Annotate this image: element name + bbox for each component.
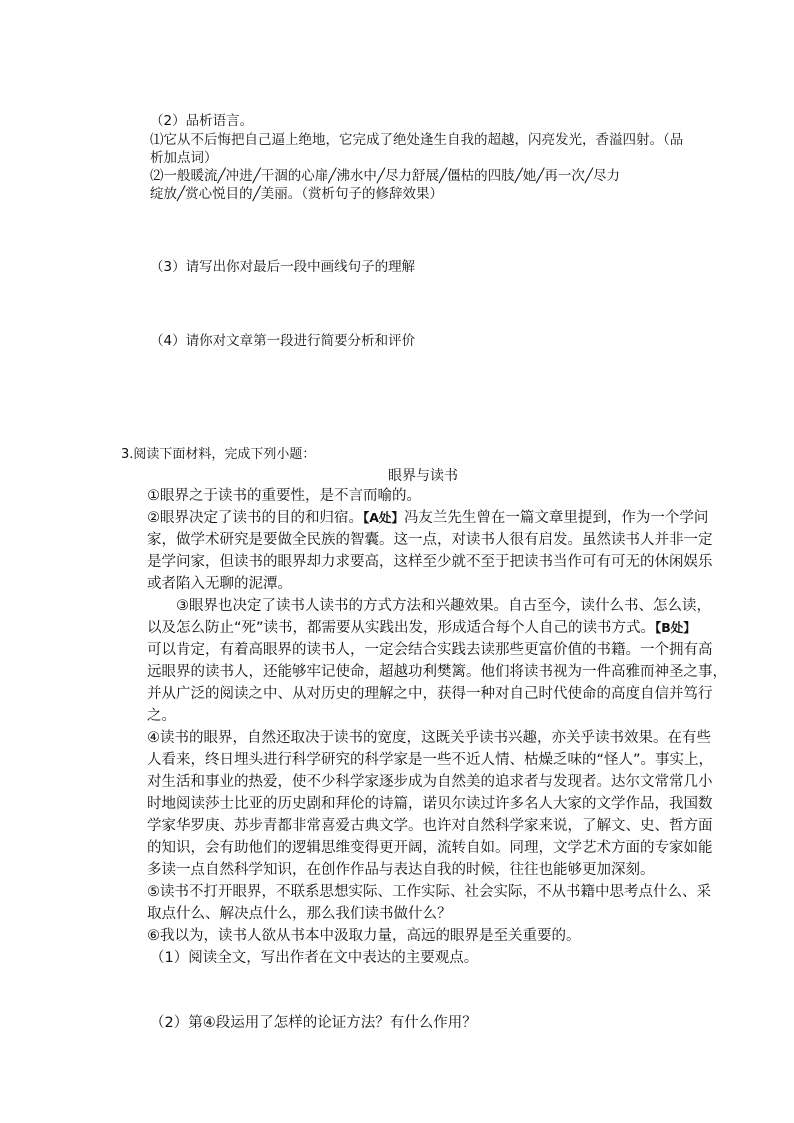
marker-b: 【B处】 <box>655 620 696 635</box>
paragraph-6: ⑥我以为，读书人欲从书本中汲取力量，高远的眼界是至关重要的。 <box>147 928 581 944</box>
paragraph-3-line-3: 可以肯定，有着高眼界的读书人，一定会结合实践去读那些更富价值的书籍。一个拥有高 <box>147 642 713 658</box>
article-title: 眼界与读书 <box>388 468 458 484</box>
q3-sub1-question: （1）阅读全文，写出作者在文中表达的主要观点。 <box>150 950 479 966</box>
q2-sub3-question: （3）请写出你对最后一段中画线句子的理解 <box>150 259 416 275</box>
paragraph-3-line-1: ③眼界也决定了读书人读书的方式方法和兴趣效果。自古至今，读什么书、怎么读， <box>176 598 711 614</box>
paragraph-5-line-1: ⑤读书不打开眼界，不联系思想实际、工作实际、社会实际，不从书籍中思考点什么、采 <box>147 884 711 900</box>
q2-sub2-item1-line2: 析加点词） <box>150 150 218 166</box>
paragraph-4-line-3: 对生活和事业的热爱，使不少科学家逐步成为自然美的追求者与发现者。达尔文常常几小 <box>147 774 713 790</box>
paragraph-2-line-1-b: 冯友兰先生曾在一篇文章里提到，作为一个学问 <box>403 510 709 526</box>
paragraph-2-line-4: 或者陷入无聊的泥潭。 <box>147 576 292 592</box>
paragraph-2-line-2: 家，做学术研究是要做全民族的智囊。这一点，对读书人很有启发。虽然读书人并非一定 <box>147 532 713 548</box>
paragraph-4-line-4: 时地阅读莎士比亚的历史剧和拜伦的诗篇，诺贝尔读过许多名人大家的文学作品，我国数 <box>147 796 713 812</box>
paragraph-3-line-5: 并从广泛的阅读之中、从对历史的理解之中，获得一种对自己时代使命的高度自信并笃行 <box>147 686 713 702</box>
q2-sub2-item2-line2: 绽放╱赏心悦目的╱美丽。（赏析句子的修辞效果） <box>150 186 444 202</box>
paragraph-3-line-6: 之。 <box>147 708 176 724</box>
marker-a: 【A处】 <box>363 510 404 525</box>
paragraph-4-line-6: 的知识，会有助他们的逻辑思维变得更开阔，流转自如。同理，文学艺术方面的专家如能 <box>147 840 713 856</box>
paragraph-4-line-5: 学家华罗庚、苏步青都非常喜爱古典文学。也许对自然科学家来说，了解文、史、哲方面 <box>147 818 713 834</box>
paragraph-4-line-7: 多读一点自然科学知识，在创作作品与表达自我的时候，往往也能够更加深刻。 <box>147 862 655 878</box>
paragraph-4-line-2: 人看来，终日埋头进行科学研究的科学家是一些不近人情、枯燥乏味的“怪人”。事实上， <box>147 752 714 768</box>
paragraph-5-line-2: 取点什么、解决点什么，那么我们读书做什么？ <box>147 906 452 922</box>
q2-sub2-label: （2）品析语言。 <box>150 113 254 129</box>
q3-intro: 3.阅读下面材料，完成下列小题： <box>121 447 316 462</box>
paragraph-1: ①眼界之于读书的重要性，是不言而喻的。 <box>147 488 421 504</box>
q3-sub2-question: （2）第④段运用了怎样的论证方法？有什么作用？ <box>150 1015 477 1031</box>
q2-sub4-question: （4）请你对文章第一段进行简要分析和评价 <box>150 333 416 349</box>
paragraph-3-line-4: 远眼界的读书人，还能够牢记使命，超越功利樊篱。他们将读书视为一件高雅而神圣之事， <box>147 664 727 680</box>
paragraph-4-line-1: ④读书的眼界，自然还取决于读书的宽度，这既关乎读书兴趣，亦关乎读书效果。在有些 <box>147 730 711 746</box>
q2-sub2-item1-line1: ⑴它从不后悔把自己逼上绝地，它完成了绝处逢生自我的超越，闪亮发光，香溢四射。（品 <box>150 132 684 148</box>
paragraph-2-line-3: 是学问家，但读书的眼界却力求要高，这样至少就不至于把读书当作可有可无的休闲娱乐 <box>147 554 713 570</box>
q2-sub2-item2-line1: ⑵一般暖流╱冲进╱干涸的心扉╱沸水中╱尽力舒展╱僵枯的四肢╱她╱再一次╱尽力 <box>150 168 621 184</box>
paragraph-2-line-1 <box>147 507 708 529</box>
paragraph-3-line-2 <box>147 617 696 639</box>
paragraph-3-line-2-a: 以及怎么防止“死”读书，都需要从实践出发，形成适合每个人自己的读书方式。 <box>147 620 656 636</box>
paragraph-2-line-1-a: ②眼界决定了读书的目的和归宿。 <box>147 510 363 526</box>
